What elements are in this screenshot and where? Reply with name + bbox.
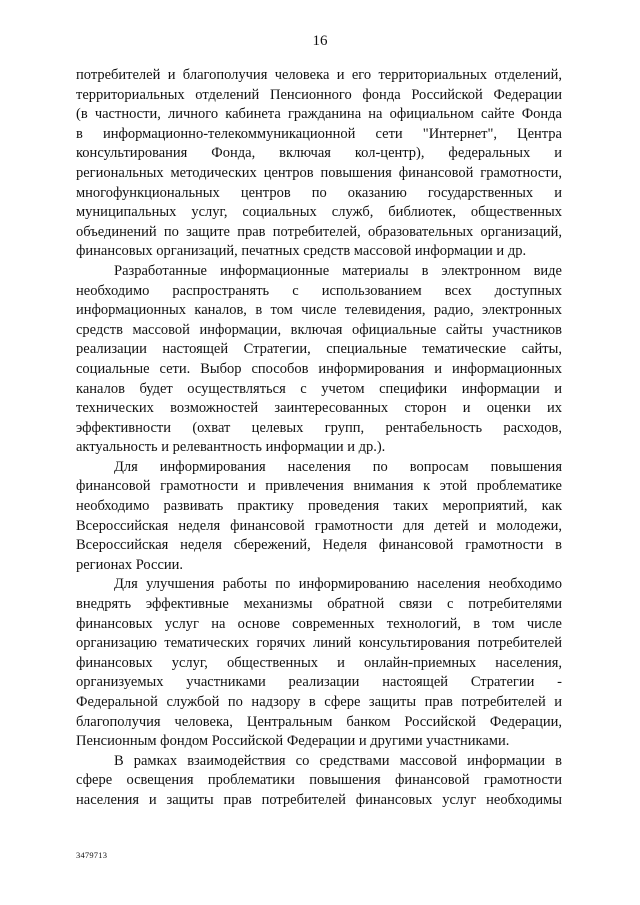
text-line: эффективности (охват целевых групп, рентабельность расходов, <box>76 419 562 436</box>
text-line: финансовых организаций, печатных средств массовой информации и др. <box>76 243 527 260</box>
text-line: объединений по защите прав потребителей, образовательных организаций, <box>76 223 562 240</box>
text-line: технических возможностей заинтересованных сторон и оценки их <box>76 400 562 417</box>
text-line: (в частности, личного кабинета гражданина на официальном сайте Фонда <box>76 106 562 123</box>
paragraph-1 <box>76 66 562 262</box>
text-line: необходимо развивать практику проведения таких мероприятий, как <box>76 498 562 515</box>
text-line: финансовых услуг на основе современных технологий, в том числе <box>76 615 562 632</box>
text-line: потребителей и благополучия человека и его территориальных отделений, <box>76 67 562 83</box>
text-line: Для информирования населения по вопросам повышения <box>114 458 562 475</box>
text-line: благополучия человека, Центральным банком Российской Федерации, <box>76 713 562 730</box>
paragraph-4 <box>76 575 562 751</box>
text-line: Разработанные информационные материалы в электронном виде <box>114 262 562 279</box>
text-line: финансовой грамотности и привлечения внимания к этой проблематике <box>76 478 562 495</box>
text-line: средств массовой информации, включая официальные сайты участников <box>76 321 562 338</box>
text-line: в информационно-телекоммуникационной сети "Интернет", Центра <box>76 125 562 142</box>
text-line: информационных каналов, в том числе телевидения, радио, электронных <box>76 302 562 319</box>
paragraph-3 <box>76 458 562 576</box>
text-line: сфере освещения проблематики повышения финансовой грамотности <box>76 772 562 789</box>
document-body <box>76 66 562 811</box>
text-line: многофункциональных центров по оказанию государственных и <box>76 184 562 201</box>
text-line: Всероссийская неделя сбережений, Неделя финансовой грамотности в <box>76 537 562 554</box>
text-line: региональных методических центров повышения финансовой грамотности, <box>76 164 562 181</box>
text-line: Всероссийская неделя финансовой грамотности для детей и молодежи, <box>76 517 562 534</box>
text-line: организуемых участниками реализации настоящей Стратегии - <box>76 674 562 691</box>
document-code: 3479713 <box>76 850 108 860</box>
text-line: В рамках взаимодействия со средствами массовой информации в <box>114 752 562 769</box>
text-line: территориальных отделений Пенсионного фонда Российской Федерации <box>76 86 562 103</box>
text-line: социальные сети. Выбор способов информирования и информационных <box>76 360 562 377</box>
paragraph-5 <box>76 752 562 811</box>
text-line: муниципальных услуг, социальных служб, библиотек, общественных <box>76 204 562 221</box>
text-line: консультирования Фонда, включая кол-центр), федеральных и <box>76 145 562 162</box>
text-line: актуальность и релевантность информации и др.). <box>76 439 386 456</box>
text-line: Федеральной службой по надзору в сфере защиты прав потребителей и <box>76 694 562 710</box>
text-line: финансовых услуг, общественных и онлайн-приемных населения, <box>76 654 562 671</box>
text-line: внедрять эффективные механизмы обратной связи с потребителями <box>76 596 562 613</box>
text-line: организацию тематических горячих линий консультирования потребителей <box>76 635 562 652</box>
text-line: Для улучшения работы по информированию населения необходимо <box>114 576 562 593</box>
text-line: необходимо распространять с использованием всех доступных <box>76 282 562 299</box>
text-line: каналов будет осуществляться с учетом специфики информации и <box>76 380 562 397</box>
text-line: реализации настоящей Стратегии, специальные тематические сайты, <box>76 341 562 358</box>
paragraph-2 <box>76 262 562 458</box>
text-line: Пенсионным фондом Российской Федерации и другими участниками. <box>76 733 510 750</box>
page-number: 16 <box>312 33 328 49</box>
text-line: регионах России. <box>76 556 184 573</box>
text-line: населения и защиты прав потребителей финансовых услуг необходимы <box>76 791 562 808</box>
